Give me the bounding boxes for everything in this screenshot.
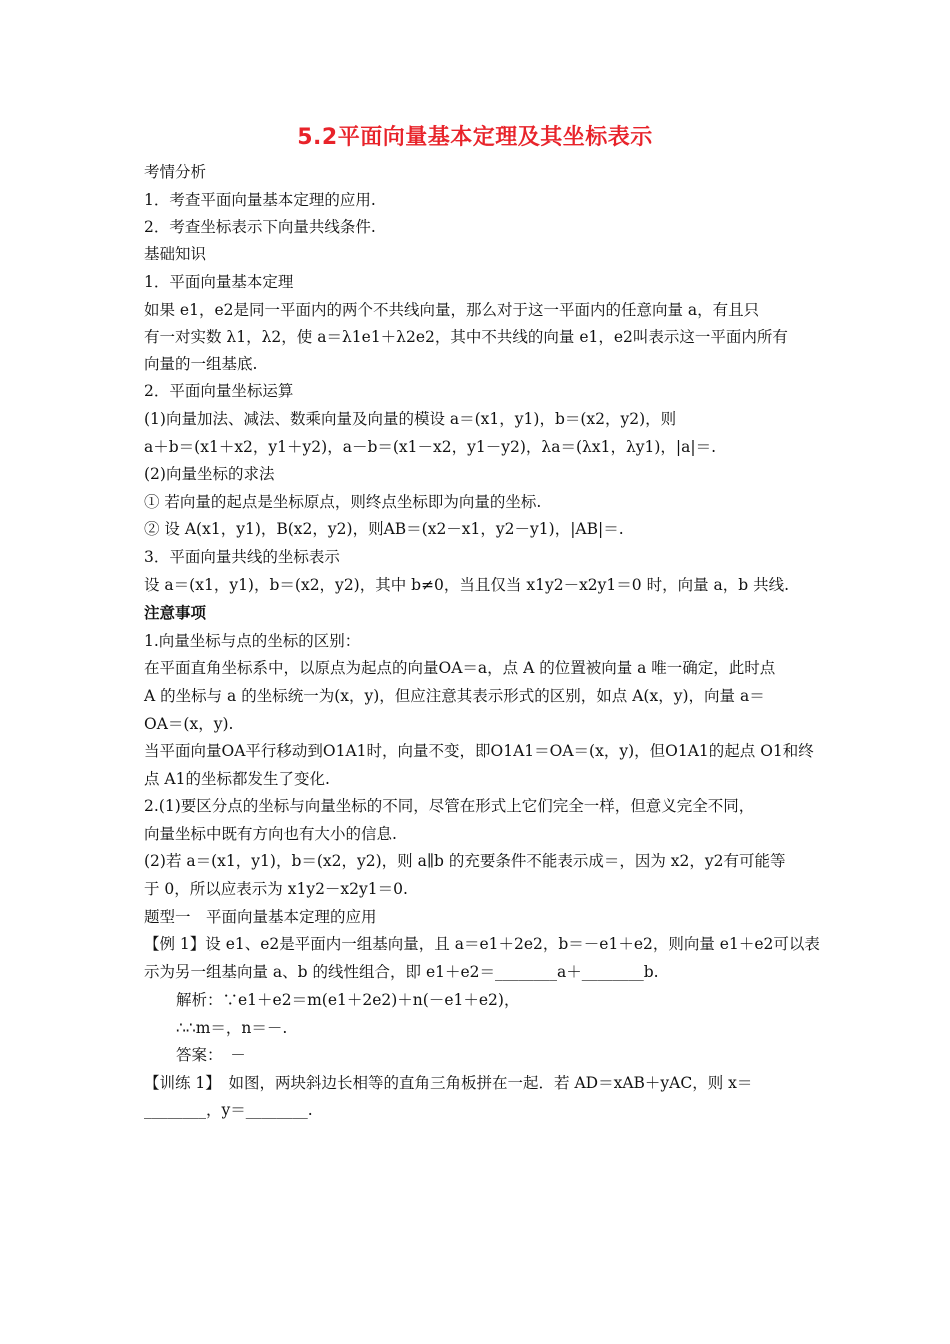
text-line: 向量坐标中既有方向也有大小的信息. bbox=[144, 825, 397, 843]
text-line: 【训练 1】 如图，两块斜边长相等的直角三角板拼在一起．若 AD＝xAB＋yAC，则 x＝ bbox=[144, 1074, 753, 1092]
text-line: 示为另一组基向量 a、b 的线性组合，即 e1＋e2＝________a＋________b. bbox=[144, 963, 659, 981]
text-line: 基础知识 bbox=[144, 245, 207, 263]
text-line: (1)向量加法、减法、数乘向量及向量的模设 a＝(x1，y1)，b＝(x2，y2)，则 bbox=[144, 410, 677, 428]
text-line: ① 若向量的起点是坐标原点，则终点坐标即为向量的坐标. bbox=[144, 493, 542, 511]
text-line: a＋b＝(x1＋x2，y1＋y2)，a－b＝(x1－x2，y1－y2)，λa＝(λx1，λy1)，|a|＝. bbox=[144, 438, 717, 456]
text-line: 2．考查坐标表示下向量共线条件. bbox=[144, 218, 376, 236]
text-line: (2)向量坐标的求法 bbox=[144, 465, 275, 483]
text-line: 考情分析 bbox=[144, 163, 207, 181]
text-line: A 的坐标与 a 的坐标统一为(x，y)，但应注意其表示形式的区别，如点 A(x，y)，向量 a＝ bbox=[144, 687, 765, 705]
text-line: 于 0，所以应表示为 x1y2－x2y1＝0. bbox=[144, 880, 408, 898]
text-line: 点 A1的坐标都发生了变化. bbox=[144, 770, 330, 788]
page-title: 5.2平面向量基本定理及其坐标表示 bbox=[297, 125, 653, 150]
text-line: 在平面直角坐标系中，以原点为起点的向量OA＝a，点 A 的位置被向量 a 唯一确定，此时点 bbox=[144, 659, 776, 677]
text-line: 向量的一组基底. bbox=[144, 355, 258, 373]
text-line: ② 设 A(x1，y1)，B(x2，y2)，则AB＝(x2－x1，y2－y1)，|AB|＝. bbox=[144, 520, 624, 538]
text-line: 3．平面向量共线的坐标表示 bbox=[144, 548, 340, 566]
text-line: 2．平面向量坐标运算 bbox=[144, 382, 294, 400]
text-line: OA＝(x，y). bbox=[144, 715, 234, 733]
text-line: ________，y＝________. bbox=[144, 1101, 313, 1119]
text-line: 1．考查平面向量基本定理的应用. bbox=[144, 191, 376, 209]
text-line: 1．平面向量基本定理 bbox=[144, 273, 294, 291]
text-line: 设 a＝(x1，y1)，b＝(x2，y2)，其中 b≠0，当且仅当 x1y2－x2y1＝0 时，向量 a，b 共线. bbox=[144, 576, 790, 594]
text-line: 题型一 平面向量基本定理的应用 bbox=[144, 908, 377, 926]
text-line: 解析：∵e1＋e2＝m(e1＋2e2)＋n(－e1＋e2)， bbox=[176, 991, 520, 1009]
text-line: 如果 e1，e2是同一平面内的两个不共线向量，那么对于这一平面内的任意向量 a，有且只 bbox=[144, 301, 760, 319]
text-line: 答案： － bbox=[176, 1046, 246, 1064]
text-line: ∴∴m＝，n＝－. bbox=[176, 1019, 288, 1037]
text-line: 【例 1】设 e1、e2是平面内一组基向量，且 a＝e1＋2e2，b＝－e1＋e2，则向量 e1＋e2可以表 bbox=[144, 935, 820, 953]
text-line: 当平面向量OA平行移动到O1A1时，向量不变，即O1A1＝OA＝(x，y)，但O1A1的起点 O1和终 bbox=[144, 742, 814, 760]
text-line: 1.向量坐标与点的坐标的区别： bbox=[144, 632, 361, 650]
text-line: 有一对实数 λ1，λ2，使 a＝λ1e1＋λ2e2，其中不共线的向量 e1，e2叫表示这一平面内所有 bbox=[144, 328, 788, 346]
text-line: (2)若 a＝(x1，y1)，b＝(x2，y2)，则 a∥b 的充要条件不能表示成＝，因为 x2，y2有可能等 bbox=[144, 852, 786, 870]
text-line: 2.(1)要区分点的坐标与向量坐标的不同，尽管在形式上它们完全一样，但意义完全不同， bbox=[144, 797, 755, 815]
text-line: 注意事项 bbox=[144, 603, 207, 622]
